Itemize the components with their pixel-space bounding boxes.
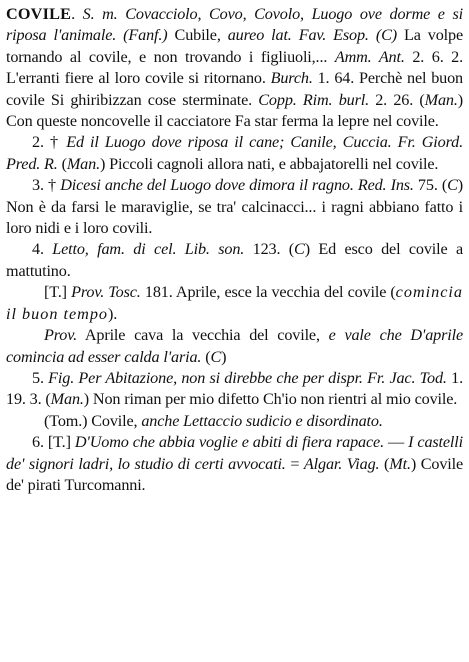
entry-sense-2: 2. † Ed il Luogo dove riposa il cane; Canile, Cuccia. Fr. Giord. Pred. R. (Man.) Piccoli cagnoli allora nati, e abbajatorelli nel covile. — [6, 133, 463, 173]
entry-definition-main: COVILE. S. m. Covacciolo, Covo, Covolo, Luogo ove dorme e si riposa l'animale. (Fanf.) Cubile, aureo lat. Fav. Esop. (C) La volpe tornando al covile, e non trovando i figliuoli,... Amm. Ant. 2. 6. 2. L'erranti fiere al loro covile si ritornano. Burch. 1. 64. Perchè nel buon covile Si ghiribizzan cose sterminate. Copp. Rim. burl. 2. 26. (Man.) Con queste noncovelle il cacciatore Fa star ferma la lepre nel covile. — [6, 5, 464, 131]
entry-note-tom: (Tom.) Covile, anche Lettaccio sudicio e disordinato. — [44, 411, 383, 430]
entry-sense-6: 6. [T.] D'Uomo che abbia voglie e abiti di fiera rapace. — I castelli de' signori ladri, lo studio di certi avvocati. = Algar. Viag. (Mt.) Covile de' pirati Turcomanni. — [6, 433, 464, 494]
entry-sense-5: 5. Fig. Per Abitazione, non si direbbe che per dispr. Fr. Jac. Tod. 1. 19. 3. (Man.) Non riman per mio difetto Ch'io non rientri al mio covile. — [6, 368, 463, 409]
entry-headword: COVILE — [6, 5, 72, 23]
entry-proverb-april: Prov. Aprile cava la vecchia del covile, e vale che D'aprile comincia ad esser calda l'aria. (C) — [6, 326, 463, 366]
entry-sense-3: 3. † Dicesi anche del Luogo dove dimora il ragno. Red. Ins. 75. (C) Non è da farsi le maraviglie, se tra' calcinacci... i ragni abbiano fatto i loro nidi e i loro covili. — [6, 176, 463, 238]
entry-sense-4: 4. Letto, fam. di cel. Lib. son. 123. (C) Ed esco del covile a mattutino. — [6, 240, 463, 280]
entry-proverb-tuscan: [T.] Prov. Tosc. 181. Aprile, esce la vecchia del covile (comincia il buon tempo). — [6, 283, 464, 323]
